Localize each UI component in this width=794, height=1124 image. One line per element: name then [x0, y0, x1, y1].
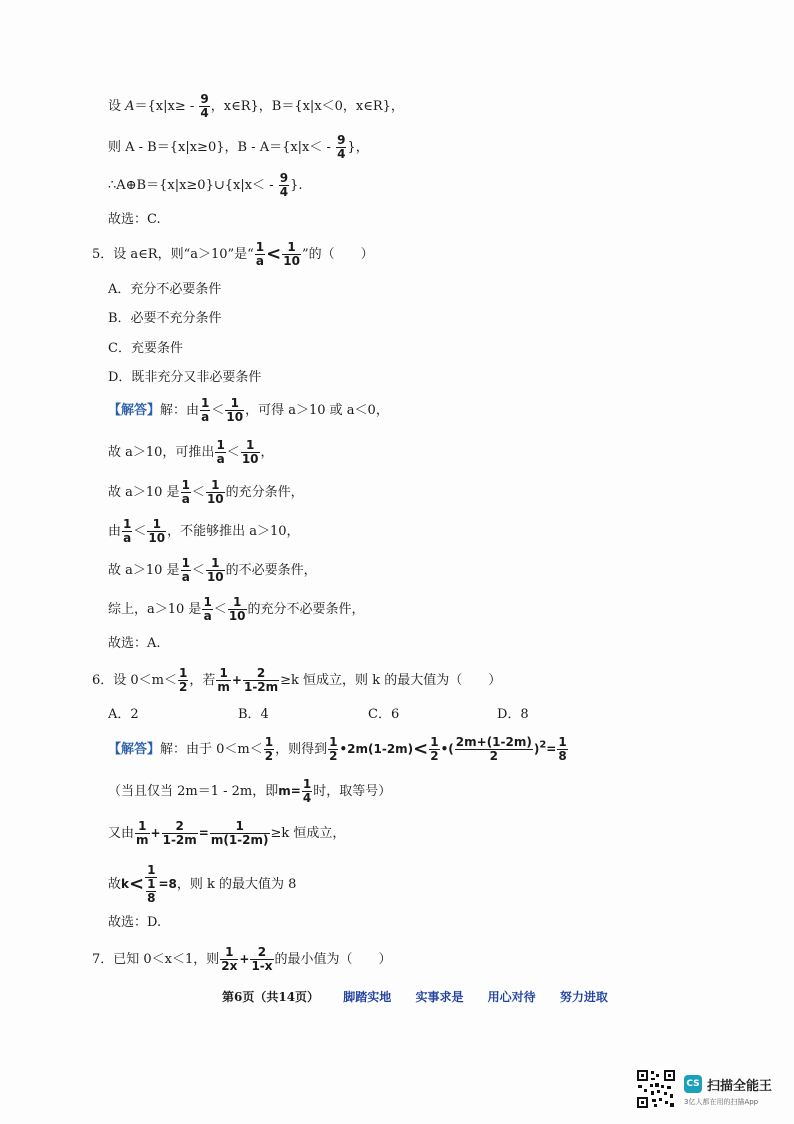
- option-6D: D．8: [497, 707, 529, 722]
- option-5C: C．充要条件: [108, 341, 183, 356]
- solution-5-line-3: 故 a＞10 是 $\frac{1}{a}$ ＜ $\frac{1}{10}$ 的充分条件，: [108, 478, 304, 506]
- qr-code-icon: [636, 1069, 676, 1109]
- option-5A: A．充分不必要条件: [108, 282, 222, 297]
- page-footer: [222, 988, 608, 1005]
- question-7: 7．已知 0＜x＜1，则 $\frac{1}{2x}$ + $\frac{2}{1-x}$ 的最小值为（ ）: [92, 945, 392, 973]
- solution-6-line-1: 【解答】解：由于 0＜m＜ $\frac{1}{2}$ ，则得到 $\frac{1}{2}$ •2m(1-2m)< $\frac{1}{2}$ •( $\frac{2m+(1-2m)}{2}$ )$^2$= $\frac{1}{8}$: [108, 735, 567, 763]
- question-5: 5．设 a∈R，则“a＞10”是“ $\frac{1}{a}$ < $\frac{1}{10}$ ”的（ ）: [92, 240, 374, 268]
- solution-6-line-3: 又由 $\frac{1}{m}$ + $\frac{2}{1-2m}$ = $\frac{1}{m(1-2m)}$ ≥k 恒成立，: [108, 819, 346, 847]
- answer-choice-q6: 故选：D.: [108, 915, 162, 930]
- proof-line-2: 则 A - B＝{x|x≥0}，B - A＝{x|x＜ - $\frac{9}{4}$ }，: [108, 133, 369, 161]
- option-5D: D．既非充分又非必要条件: [108, 370, 262, 385]
- option-6A: A．2: [108, 707, 139, 722]
- page-number: 第6页（共14页）: [222, 990, 320, 1004]
- solution-5-line-4: 由 $\frac{1}{a}$ ＜ $\frac{1}{10}$ ，不能够推出 a＞10，: [108, 517, 300, 545]
- camscanner-logo-icon: CS: [684, 1075, 702, 1093]
- proof-line-3: ∴A⊕B＝{x|x≥0}∪{x|x＜ - $\frac{9}{4}$ }.: [108, 171, 303, 199]
- motto-3: 用心对待: [487, 990, 536, 1004]
- solution-5-line-6: 综上，a＞10 是 $\frac{1}{a}$ ＜ $\frac{1}{10}$ 的充分不必要条件，: [108, 595, 365, 623]
- scanner-app-name: 扫描全能王: [707, 1079, 773, 1094]
- option-6C: C．6: [368, 707, 400, 722]
- solution-5-line-5: 故 a＞10 是 $\frac{1}{a}$ ＜ $\frac{1}{10}$ 的不必要条件，: [108, 556, 317, 584]
- option-5B: B．必要不充分条件: [108, 311, 222, 326]
- motto-4: 努力进取: [559, 990, 608, 1004]
- answer-choice-q4: 故选：C.: [108, 212, 161, 227]
- proof-line-1: 设 A＝{x|x≥ - $\frac{9}{4}$ ，x∈R}，B＝{x|x＜0，x∈R}，: [108, 92, 404, 120]
- solution-5-line-1: 【解答】解：由 $\frac{1}{a}$ ＜ $\frac{1}{10}$ ，可得 a＞10 或 a＜0，: [108, 396, 389, 424]
- solution-6-line-2: （当且仅当 2m＝1 - 2m，即m= $\frac{1}{4}$ 时，取等号）: [108, 777, 392, 805]
- option-6B: B．4: [238, 707, 269, 722]
- motto-2: 实事求是: [415, 990, 464, 1004]
- scanner-app-tagline: 3亿人都在用的扫描App: [684, 1098, 759, 1106]
- question-6: 6．设 0＜m＜ $\frac{1}{2}$ ，若 $\frac{1}{m}$ + $\frac{2}{1-2m}$ ≥k 恒成立，则 k 的最大值为（ ）: [92, 666, 502, 694]
- answer-choice-q5: 故选：A.: [108, 636, 161, 651]
- solution-5-line-2: 故 a＞10，可推出 $\frac{1}{a}$ ＜ $\frac{1}{10}$ ，: [108, 438, 274, 466]
- solution-6-line-4: 故k< $\frac{1}{\frac{1}{8}}$ =8，则 k 的最大值为 8: [108, 863, 297, 905]
- motto-1: 脚踏实地: [343, 990, 392, 1004]
